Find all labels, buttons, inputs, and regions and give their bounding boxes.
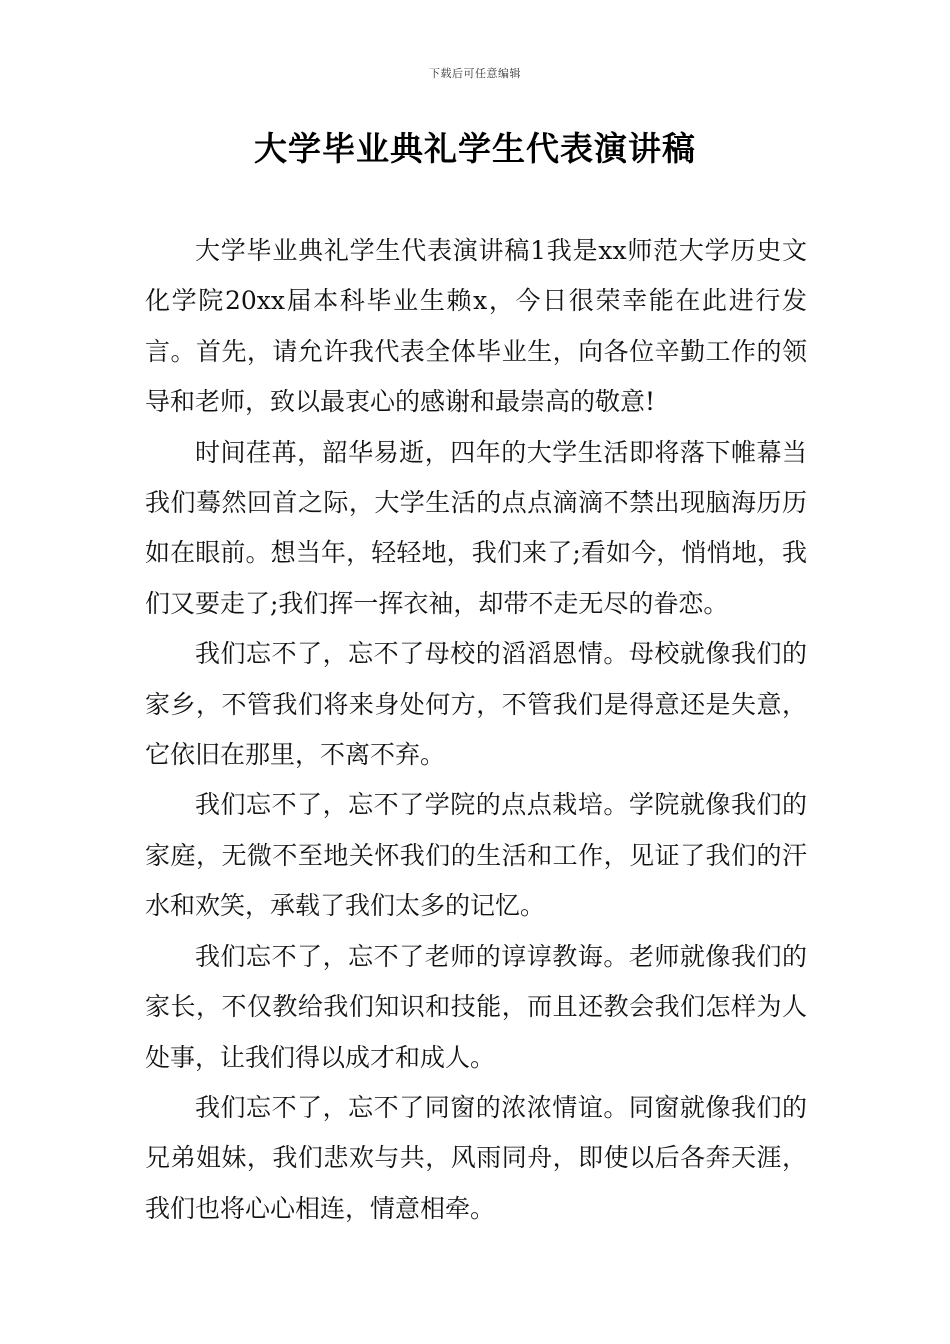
- paragraph-5: 我们忘不了，忘不了老师的谆谆教诲。老师就像我们的家长，不仅教给我们知识和技能，而且还教会我们怎样为人处事，让我们得以成才和成人。: [145, 941, 807, 1072]
- document-body: [145, 226, 807, 1234]
- paragraph-6: 我们忘不了，忘不了同窗的浓浓情谊。同窗就像我们的兄弟姐妹，我们悲欢与共，风雨同舟，即使以后各奔天涯，我们也将心心相连，情意相牵。: [145, 1092, 807, 1223]
- paragraph-4: 我们忘不了，忘不了学院的点点栽培。学院就像我们的家庭，无微不至地关怀我们的生活和工作，见证了我们的汗水和欢笑，承载了我们太多的记忆。: [145, 790, 807, 921]
- paragraph-2: 时间荏苒，韶华易逝，四年的大学生活即将落下帷幕当我们蓦然回首之际，大学生活的点点滴滴不禁出现脑海历历如在眼前。想当年，轻轻地，我们来了;看如今，悄悄地，我们又要走了;我们挥一挥衣袖，却带不走无尽的眷恋。: [145, 437, 807, 618]
- header-note: 下载后可任意编辑: [429, 67, 521, 80]
- paragraph-3: 我们忘不了，忘不了母校的滔滔恩情。母校就像我们的家乡，不管我们将来身处何方，不管我们是得意还是失意，它依旧在那里，不离不弃。: [145, 639, 807, 770]
- document-title: 大学毕业典礼学生代表演讲稿: [254, 129, 696, 168]
- paragraph-1: 大学毕业典礼学生代表演讲稿1我是xx师范大学历史文化学院20xx届本科毕业生赖x，今日很荣幸能在此进行发言。首先，请允许我代表全体毕业生，向各位辛勤工作的领导和老师，致以最衷心的感谢和最崇高的敬意!: [145, 236, 807, 417]
